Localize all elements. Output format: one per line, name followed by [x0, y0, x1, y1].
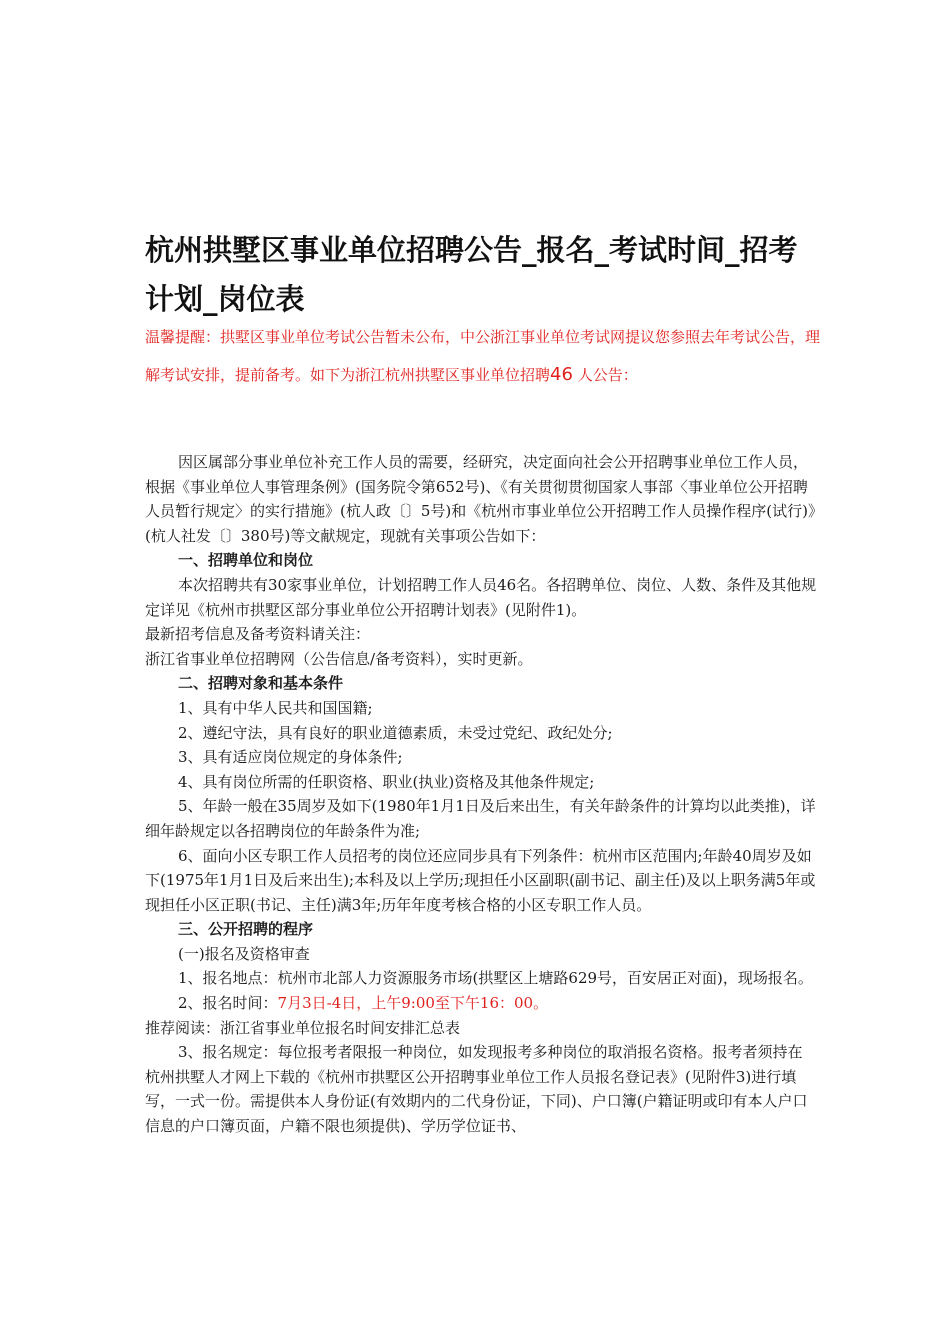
registration-time: [145, 991, 817, 1016]
intro-paragraph: 因区属部分事业单位补充工作人员的需要，经研究，决定面向社会公开招聘事业单位工作人员，根据《事业单位人事管理条例》(国务院令第652号)、《有关贯彻贯彻国家人事部〈事业单位公开招聘人员暂行规定〉的实行措施》(杭人政〔〕5号)和《杭州市事业单位公开招聘工作人员操作程序(试行)》(杭人社发〔〕380号)等文献规定，现就有关事项公告如下：: [145, 453, 816, 545]
page-title: 杭州拱墅区事业单位招聘公告_报名_考试时间_招考计划_岗位表: [145, 233, 798, 316]
document-body: [145, 450, 817, 1139]
section-heading-3: 三、公开招聘的程序: [178, 920, 314, 939]
section-heading-2: 二、招聘对象和基本条件: [178, 674, 344, 693]
registration-location: 1、报名地点：杭州市北部人力资源服务市场(拱墅区上塘路629号，百安居正对面)，现场报名。: [178, 969, 813, 988]
section-1-paragraph: 本次招聘共有30家事业单位，计划招聘工作人员46名。各招聘单位、岗位、人数、条件及其他规定详见《杭州市拱墅区部分事业单位公开招聘计划表》(见附件1)。: [145, 575, 817, 619]
registration-rules: 3、报名规定：每位报考者限报一种岗位，如发现报考多种岗位的取消报名资格。报考者须持在杭州拱墅人才网上下载的《杭州市拱墅区公开招聘事业单位工作人员报名登记表》(见附件3)进行填写，一式一份。需提供本人身份证(有效期内的二代身份证，下同)、户口簿(户籍证明或印有本人户口信息的户口簿页面，户籍不限也须提供)、学历学位证书、: [145, 1043, 808, 1136]
follow-line-1: 最新招考信息及备考资料请关注：: [145, 625, 371, 644]
notice-text: 温馨提醒：拱墅区事业单位考试公告暂未公布，中公浙江事业单位考试网提议您参照去年考试公告，理解考试安排，提前备考。如下为浙江杭州拱墅区事业单位招聘: [145, 328, 821, 384]
condition-5: 5、年龄一般在35周岁及如下(1980年1月1日及后来出生，有关年龄条件的计算均以此类推)，详细年龄规定以各招聘岗位的年龄条件为准;: [145, 797, 816, 840]
condition-1: 1、具有中华人民共和国国籍;: [178, 698, 373, 717]
notice-number: 46: [550, 364, 573, 385]
registration-time-value: 7月3日-4日，上午9:00至下午16：00。: [277, 994, 549, 1013]
condition-4: 4、具有岗位所需的任职资格、职业(执业)资格及其他条件规定;: [178, 772, 595, 791]
notice-tail: 人公告：: [572, 366, 638, 384]
subsection-heading-1: (一)报名及资格审查: [178, 944, 310, 963]
section-heading-1: 一、招聘单位和岗位: [178, 551, 314, 570]
condition-6: 6、面向小区专职工作人员招考的岗位还应同步具有下列条件：杭州市区范围内;年龄40周岁及如下(1975年1月1日及后来出生);本科及以上学历;现担任小区副职(副书记、副主任)及以上职务满5年或现担任小区正职(书记、主任)满3年;历年年度考核合格的小区专职工作人员。: [145, 846, 816, 914]
recommended-reading-link[interactable]: 推荐阅读：浙江省事业单位报名时间安排汇总表: [145, 1018, 461, 1037]
registration-time-label: 2、报名时间：: [178, 994, 278, 1013]
reminder-notice: [145, 318, 820, 394]
follow-line-2[interactable]: 浙江省事业单位招聘网（公告信息/备考资料），实时更新。: [145, 649, 533, 668]
condition-2: 2、遵纪守法，具有良好的职业道德素质，未受过党纪、政纪处分;: [178, 723, 613, 742]
condition-3: 3、具有适应岗位规定的身体条件;: [178, 748, 403, 767]
